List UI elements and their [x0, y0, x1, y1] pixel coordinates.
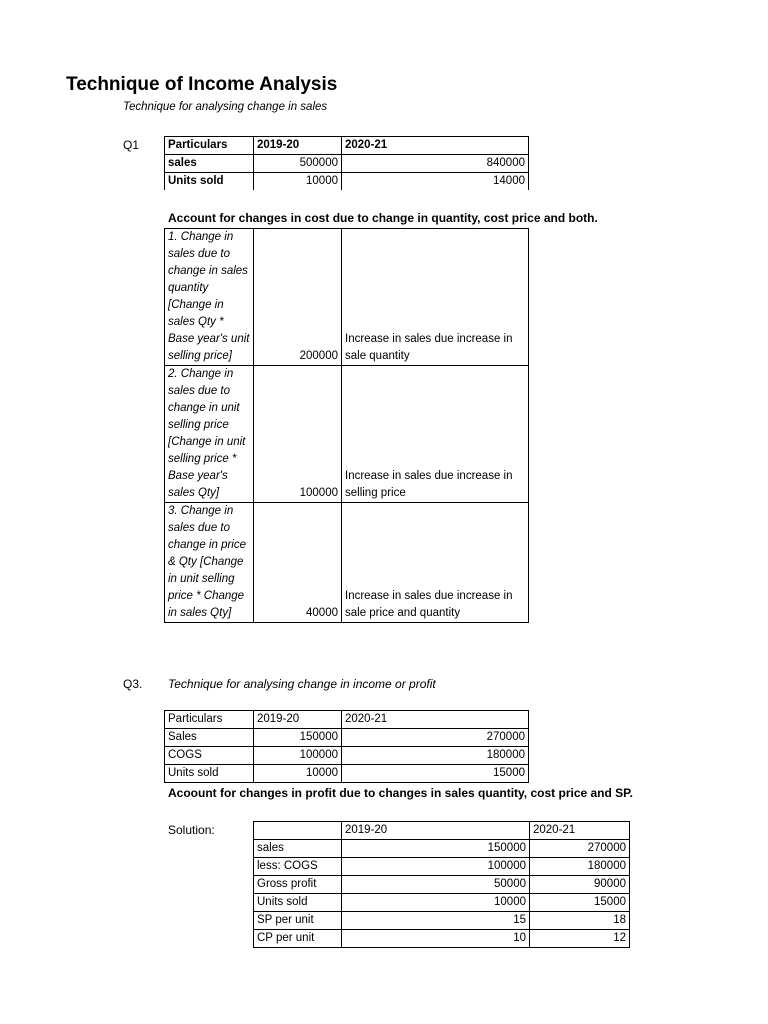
table-cell: 840000: [342, 155, 529, 173]
account-description: 1. Change in sales due to change in sales quantity [Change in sales Qty * Base year's unit selling price]: [165, 229, 254, 366]
table-row: [254, 858, 630, 876]
account-note: Account for changes in cost due to change in quantity, cost price and both.: [168, 211, 598, 225]
table-cell: 18: [530, 912, 630, 930]
table-cell: 270000: [530, 840, 630, 858]
table-row: [254, 912, 630, 930]
table-cell: 15000: [342, 765, 529, 783]
header-cell: 2019-20: [342, 822, 530, 840]
row-label: less: COGS: [254, 858, 342, 876]
account-comment: Increase in sales due increase in sale price and quantity: [342, 503, 529, 623]
header-cell: 2020-21: [530, 822, 630, 840]
row-label: Units sold: [165, 765, 254, 783]
account-description: 3. Change in sales due to change in price & Qty [Change in unit selling price * Change in sales Qty]: [165, 503, 254, 623]
table-cell: 10: [342, 930, 530, 948]
table-row: [165, 729, 529, 747]
table-row: [254, 876, 630, 894]
header-cell: 2019-20: [254, 137, 342, 155]
row-label: Sales: [165, 729, 254, 747]
table-cell: 14000: [342, 173, 529, 191]
row-label: sales: [254, 840, 342, 858]
table-header-row: [165, 137, 529, 155]
row-label: COGS: [165, 747, 254, 765]
table-cell: 15000: [530, 894, 630, 912]
header-cell: 2020-21: [342, 137, 529, 155]
account-table: [164, 228, 529, 623]
header-cell: Particulars: [165, 711, 254, 729]
table-header-row: [254, 822, 630, 840]
row-label: sales: [165, 155, 254, 173]
row-label: Units sold: [165, 173, 254, 191]
table-cell: 150000: [254, 729, 342, 747]
header-cell: 2019-20: [254, 711, 342, 729]
row-label: Units sold: [254, 894, 342, 912]
table-cell: 150000: [342, 840, 530, 858]
solution-table: [253, 821, 630, 948]
q3-note: Acoount for changes in profit due to changes in sales quantity, cost price and SP.: [168, 786, 633, 800]
table-header-row: [165, 711, 529, 729]
account-description: 2. Change in sales due to change in unit selling price [Change in unit selling price * Base year's sales Qty]: [165, 366, 254, 503]
table-row: [165, 155, 529, 173]
header-cell: Particulars: [165, 137, 254, 155]
table-row: [165, 765, 529, 783]
table-cell: 500000: [254, 155, 342, 173]
q1-label: Q1: [123, 138, 140, 152]
table-cell: 10000: [254, 765, 342, 783]
table-cell: 270000: [342, 729, 529, 747]
table-row: [165, 229, 529, 366]
account-comment: Increase in sales due increase in sale quantity: [342, 229, 529, 366]
row-label: CP per unit: [254, 930, 342, 948]
table-cell: 10000: [342, 894, 530, 912]
table-row: [165, 503, 529, 623]
q3-subtitle: Technique for analysing change in income or profit: [168, 677, 436, 691]
table-row: [165, 366, 529, 503]
table-cell: 12: [530, 930, 630, 948]
q3-label: Q3.: [123, 677, 143, 691]
q1-table: [164, 136, 529, 190]
solution-label: Solution:: [168, 823, 215, 837]
table-row: [165, 173, 529, 191]
account-value: 100000: [254, 366, 342, 503]
table-row: [165, 747, 529, 765]
table-cell: 90000: [530, 876, 630, 894]
page-subtitle: Technique for analysing change in sales: [123, 101, 328, 113]
account-comment: Increase in sales due increase in selling price: [342, 366, 529, 503]
q3-table: [164, 710, 529, 783]
row-label: Gross profit: [254, 876, 342, 894]
table-cell: 180000: [530, 858, 630, 876]
table-row: [254, 840, 630, 858]
table-row: [254, 930, 630, 948]
table-cell: 100000: [254, 747, 342, 765]
page-title: Technique of Income Analysis: [66, 74, 338, 95]
table-cell: 15: [342, 912, 530, 930]
table-cell: 180000: [342, 747, 529, 765]
account-value: 40000: [254, 503, 342, 623]
header-cell: 2020-21: [342, 711, 529, 729]
table-row: [254, 894, 630, 912]
account-value: 200000: [254, 229, 342, 366]
row-label: SP per unit: [254, 912, 342, 930]
table-cell: 50000: [342, 876, 530, 894]
header-cell: [254, 822, 342, 840]
table-cell: 10000: [254, 173, 342, 191]
table-cell: 100000: [342, 858, 530, 876]
